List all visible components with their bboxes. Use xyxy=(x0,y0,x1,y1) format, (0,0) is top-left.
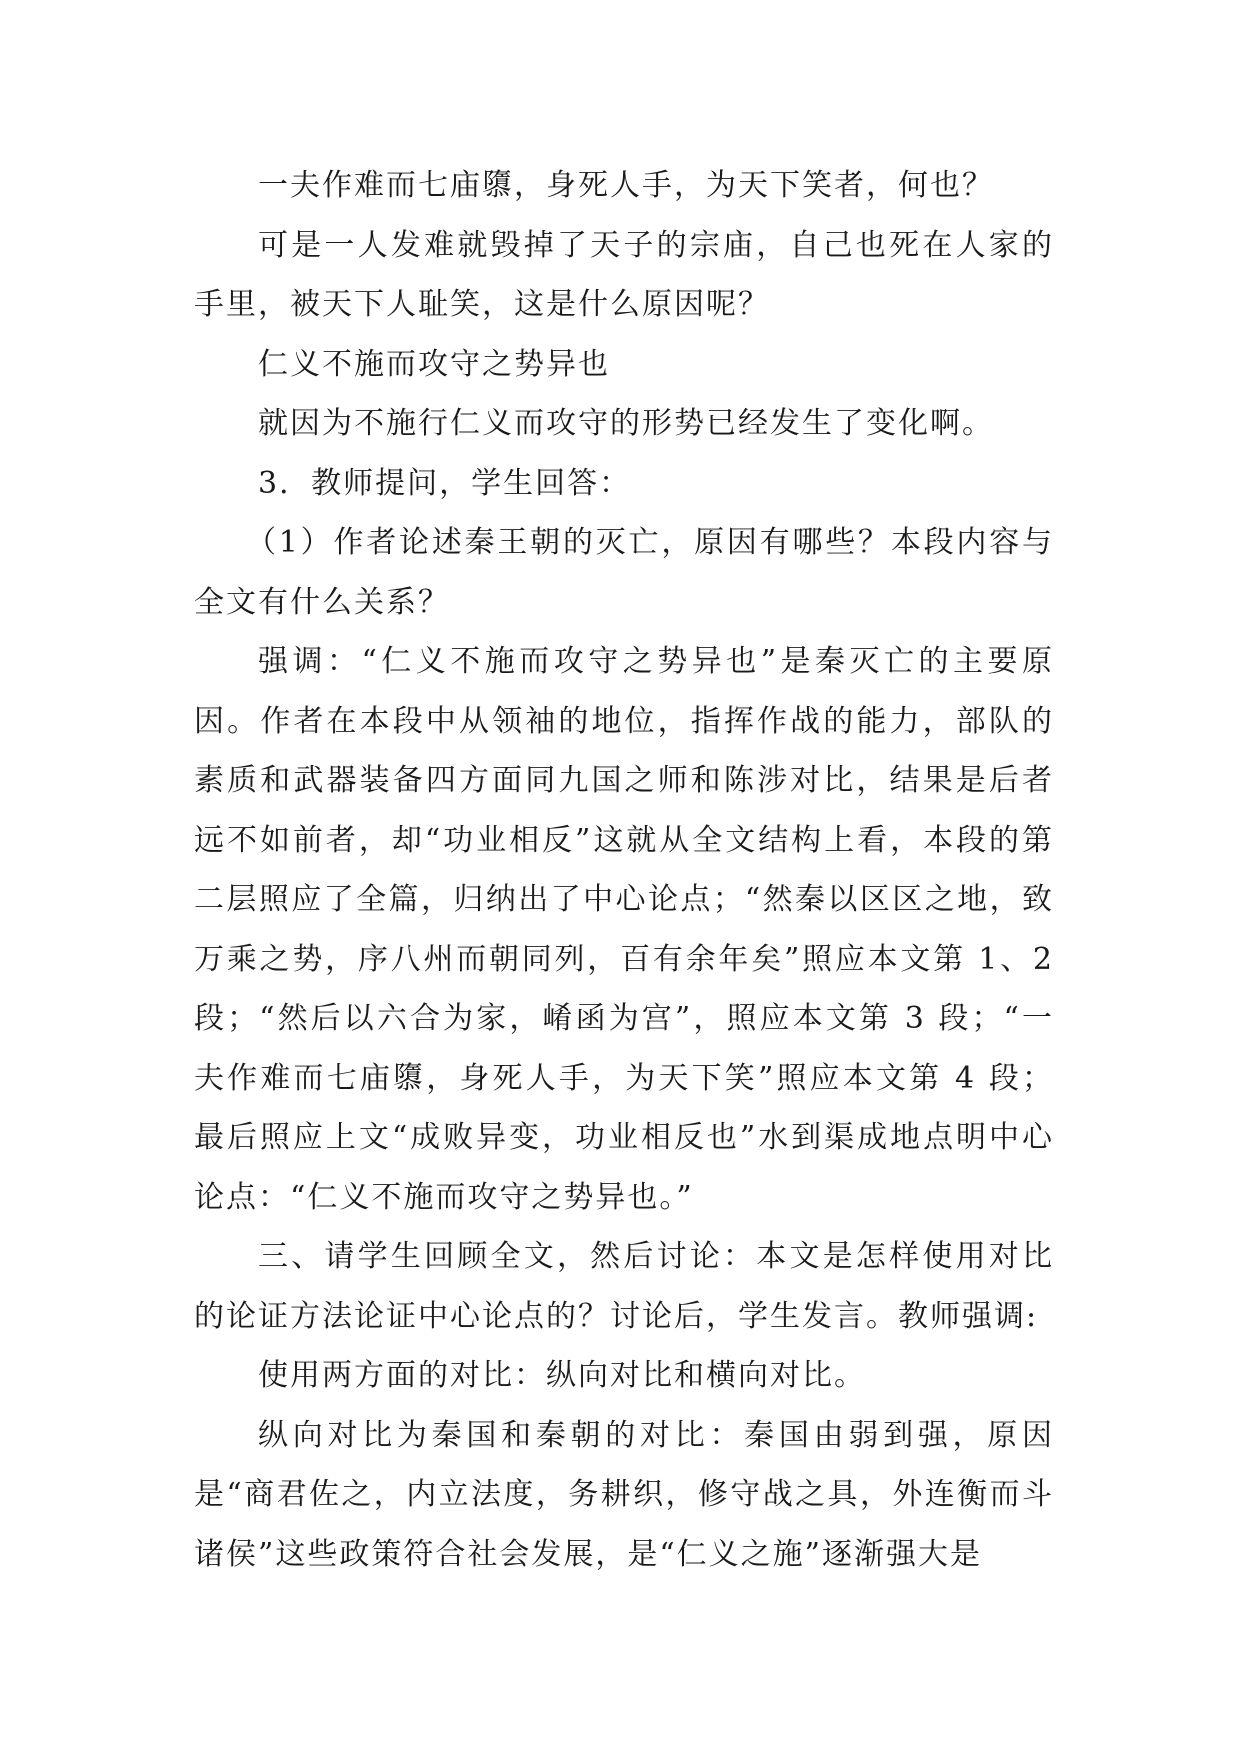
paragraph-4: 就因为不施行仁义而攻守的形势已经发生了变化啊。 xyxy=(258,406,994,441)
paragraph-3: 仁义不施而攻守之势异也 xyxy=(258,346,610,382)
paragraph-9: 使用两方面的对比：纵向对比和横向对比。 xyxy=(258,1358,866,1393)
paragraph-8: 三、请学生回顾全文，然后讨论：本文是怎样使用对比的论证方法论证中心论点的？讨论后，学生发言。教师强调: xyxy=(194,1239,1054,1334)
paragraph-2: 可是一人发难就毁掉了天子的宗庙，自己也死在人家的手里，被天下人耻笑，这是什么原因呢？ xyxy=(194,227,1054,322)
paragraph-10: 纵向对比为秦国和秦朝的对比：秦国由弱到强，原因是“商君佐之，内立法度，务耕织，修守战之具，外连衡而斗诸侯”这些政策符合社会发展，是“仁义之施”逐渐强大是 xyxy=(194,1417,1054,1572)
paragraph-7: 强调：“仁义不施而攻守之势异也”是秦灭亡的主要原因。作者在本段中从领袖的地位，指挥作战的能力，部队的素质和武器装备四方面同九国之师和陈涉对比，结果是后者远不如前者，却“功业相反”这就从全文结构上看，本段的第二层照应了全篇，归纳出了中心论点；“然秦以区区之地，致万乘之势，序八州而朝同列，百有余年矣”照应本文第 1、2 段；“然后以六合为家，崤函为宫”，照应本文第 3 段；“一夫作难而七庙隳，身死人手，为天下笑”照应本文第 4 段；最后照应上文“成败异变，功业相反也”水到渠成地点明中心论点：“仁义不施而攻守之势异也。” xyxy=(194,644,1054,1215)
paragraph-6: （1）作者论述秦王朝的灭亡，原因有哪些？本段内容与全文有什么关系？ xyxy=(194,525,1054,620)
body-text xyxy=(194,156,1054,1584)
paragraph-5: 3．教师提问，学生回答： xyxy=(258,465,632,501)
paragraph-1: 一夫作难而七庙隳，身死人手，为天下笑者，何也？ xyxy=(258,168,994,203)
